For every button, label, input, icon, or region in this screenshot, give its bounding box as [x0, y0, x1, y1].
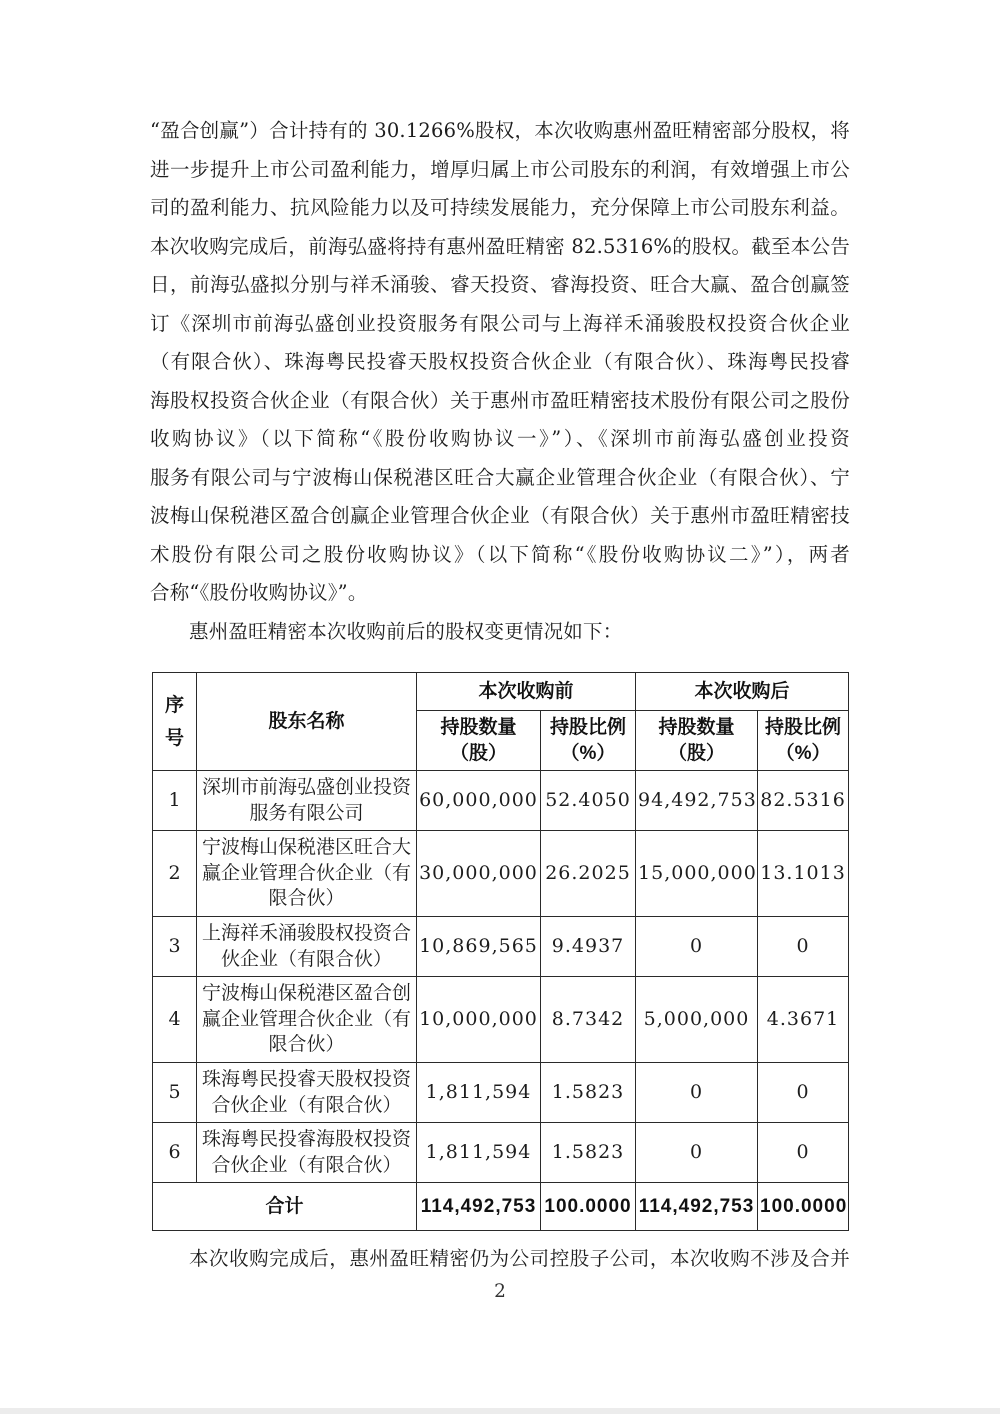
table-row: [153, 977, 849, 1063]
cell-before-pct: 1.5823: [541, 1123, 636, 1183]
header-qty-unit: （股）: [668, 742, 726, 764]
cell-seq: 3: [153, 917, 197, 977]
closing-paragraph-line: 本次收购完成后，惠州盈旺精密仍为公司控股子公司，本次收购不涉及合并: [189, 1247, 850, 1270]
table-row: [153, 831, 849, 917]
cell-shareholder-name: 上海祥禾涌骏股权投资合伙企业（有限合伙）: [197, 917, 417, 977]
paragraph-line: “盈合创赢”）合计持有的 30.1266%股权，本次收购惠州盈旺精密部分股权，将: [150, 119, 850, 142]
table-row: [153, 771, 849, 831]
cell-after-qty: 15,000,000: [636, 831, 758, 917]
header-pct-unit: （%）: [560, 742, 616, 764]
paragraph-line: 司的盈利能力、抗风险能力以及可持续发展能力，充分保障上市公司股东利益。: [150, 196, 850, 219]
table-row: [153, 917, 849, 977]
cell-after-qty: 0: [636, 917, 758, 977]
cell-seq: 4: [153, 977, 197, 1063]
header-qty-unit: （股）: [449, 742, 507, 764]
header-before-group: 本次收购前: [417, 673, 636, 711]
paragraph-line: 本次收购完成后，前海弘盛将持有惠州盈旺精密 82.5316%的股权。截至本公告: [150, 234, 850, 258]
cell-shareholder-name: 深圳市前海弘盛创业投资服务有限公司: [197, 771, 417, 831]
paragraph-line: 收购协议》（以下简称“《股份收购协议一》”）、《深圳市前海弘盛创业投资: [150, 427, 850, 450]
cell-before-qty: 30,000,000: [417, 831, 541, 917]
header-seq-label: 序号: [164, 694, 184, 749]
paragraph-line: 海股权投资合伙企业（有限合伙）关于惠州市盈旺精密技术股份有限公司之股份: [150, 388, 850, 412]
cell-after-pct: 4.3671: [758, 977, 849, 1063]
header-pct-label: 持股比例: [550, 717, 627, 738]
cell-seq: 1: [153, 771, 197, 831]
cell-after-pct: 0: [758, 1063, 849, 1123]
table-header-row-1: [153, 673, 849, 711]
cell-shareholder-name: 珠海粤民投睿天股权投资合伙企业（有限合伙）: [197, 1063, 417, 1123]
cell-before-qty: 10,000,000: [417, 977, 541, 1063]
cell-seq: 2: [153, 831, 197, 917]
cell-seq: 6: [153, 1123, 197, 1183]
header-pct-label: 持股比例: [765, 717, 842, 738]
header-seq: [153, 673, 197, 771]
header-qty-label: 持股数量: [440, 717, 517, 738]
table-row: [153, 1063, 849, 1123]
cell-before-pct: 52.4050: [541, 771, 636, 831]
paragraph-line: 合称“《股份收购协议》”。: [150, 581, 368, 604]
header-after-qty: [636, 711, 758, 771]
cell-before-qty: 1,811,594: [417, 1063, 541, 1123]
paragraph-line: 波梅山保税港区盈合创赢企业管理合伙企业（有限合伙）关于惠州市盈旺精密技: [150, 504, 850, 527]
cell-after-qty: 5,000,000: [636, 977, 758, 1063]
cell-shareholder-name: 宁波梅山保税港区旺合大赢企业管理合伙企业（有限合伙）: [197, 831, 417, 917]
cell-shareholder-name: 珠海粤民投睿海股权投资合伙企业（有限合伙）: [197, 1123, 417, 1183]
cell-before-qty: 1,811,594: [417, 1123, 541, 1183]
cell-before-qty: 60,000,000: [417, 771, 541, 831]
paragraph-line: 术股份有限公司之股份收购协议》（以下简称“《股份收购协议二》”），两者: [150, 542, 850, 566]
header-before-qty: [417, 711, 541, 771]
cell-before-pct: 1.5823: [541, 1063, 636, 1123]
paragraph-line: 进一步提升上市公司盈利能力，增厚归属上市公司股东的利润，有效增强上市公: [150, 157, 850, 181]
cell-after-pct: 82.5316: [758, 771, 849, 831]
paragraph-line: 日，前海弘盛拟分别与祥禾涌骏、睿天投资、睿海投资、旺合大赢、盈合创赢签: [150, 273, 850, 296]
header-after-pct: [758, 711, 849, 771]
cell-before-pct: 9.4937: [541, 917, 636, 977]
paragraph-line: 服务有限公司与宁波梅山保税港区旺合大赢企业管理合伙企业（有限合伙）、宁: [150, 465, 850, 489]
shareholding-change-table: [152, 672, 849, 1231]
cell-shareholder-name: 宁波梅山保税港区盈合创赢企业管理合伙企业（有限合伙）: [197, 977, 417, 1063]
header-pct-unit: （%）: [775, 742, 831, 764]
cell-after-pct: 0: [758, 917, 849, 977]
cell-after-pct: 13.1013: [758, 831, 849, 917]
cell-after-qty: 94,492,753: [636, 771, 758, 831]
paragraph-line: 订《深圳市前海弘盛创业投资服务有限公司与上海祥禾涌骏股权投资合伙企业: [150, 311, 850, 335]
cell-total-after-pct: 100.0000: [758, 1183, 849, 1231]
cell-before-pct: 26.2025: [541, 831, 636, 917]
cell-total-after-qty: 114,492,753: [636, 1183, 758, 1231]
cell-total-before-pct: 100.0000: [541, 1183, 636, 1231]
body-text: [150, 112, 850, 1279]
cell-before-pct: 8.7342: [541, 977, 636, 1063]
cell-total-before-qty: 114,492,753: [417, 1183, 541, 1231]
cell-after-pct: 0: [758, 1123, 849, 1183]
header-shareholder: 股东名称: [197, 673, 417, 771]
scan-edge-artifact: [0, 1408, 1000, 1414]
cell-after-qty: 0: [636, 1063, 758, 1123]
paragraph-line: （有限合伙）、珠海粤民投睿天股权投资合伙企业（有限合伙）、珠海粤民投睿: [150, 350, 850, 373]
table-row: [153, 1123, 849, 1183]
cell-seq: 5: [153, 1063, 197, 1123]
cell-after-qty: 0: [636, 1123, 758, 1183]
cell-before-qty: 10,869,565: [417, 917, 541, 977]
page-number: 2: [494, 1281, 506, 1302]
header-before-pct: [541, 711, 636, 771]
table-total-row: [153, 1183, 849, 1231]
cell-total-label: 合计: [153, 1183, 417, 1231]
header-qty-label: 持股数量: [658, 717, 735, 738]
header-after-group: 本次收购后: [636, 673, 849, 711]
table-intro-line: 惠州盈旺精密本次收购前后的股权变更情况如下：: [189, 619, 623, 643]
